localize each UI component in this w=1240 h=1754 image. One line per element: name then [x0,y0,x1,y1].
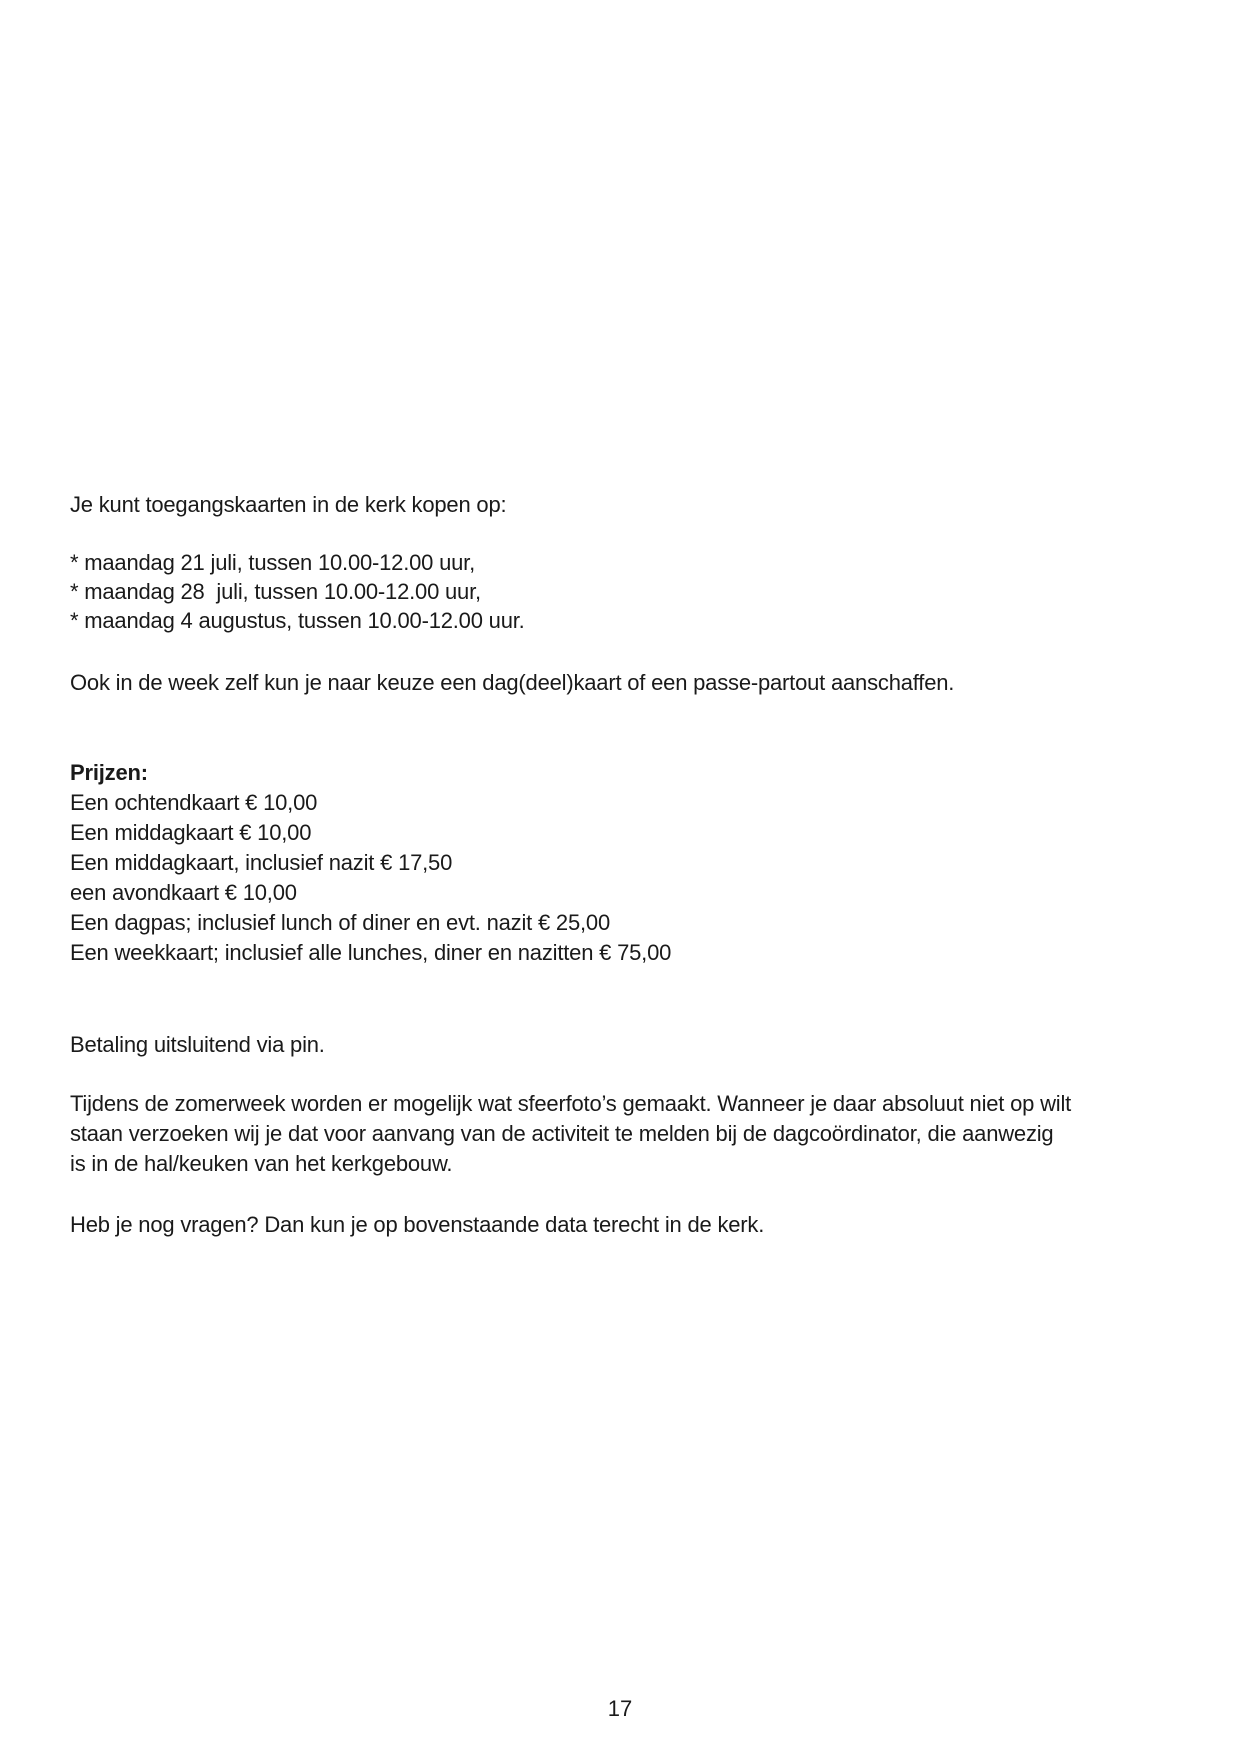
price-item: een avondkaart € 10,00 [70,880,297,905]
questions-note-paragraph [70,1210,1200,1239]
questions-note-text: Heb je nog vragen? Dan kun je op bovenstaande data terecht in de kerk. [70,1212,765,1237]
price-item: Een dagpas; inclusief lunch of diner en evt. nazit € 25,00 [70,910,610,935]
week-note-paragraph [70,668,1200,697]
intro-text: Je kunt toegangskaarten in de kerk kopen op: [70,492,507,517]
week-note-text: Ook in de week zelf kun je naar keuze een dag(deel)kaart of een passe-partout aanschaffen. [70,670,955,695]
page-footer [0,1694,1240,1723]
page-number: 17 [607,1696,633,1721]
price-item: Een ochtendkaart € 10,00 [70,790,318,815]
sale-moments-list [70,548,1200,635]
payment-note-paragraph [70,1030,1200,1059]
payment-note-text: Betaling uitsluitend via pin. [70,1032,325,1057]
sale-moment-item: * maandag 4 augustus, tussen 10.00-12.00 uur. [70,608,525,633]
price-item: Een middagkaart € 10,00 [70,820,312,845]
prices-section [70,758,1200,968]
photo-notice-line: Tijdens de zomerweek worden er mogelijk wat sfeerfoto’s gemaakt. Wanneer je daar absoluut niet op wilt [70,1091,1072,1116]
sale-moment-item: * maandag 28 juli, tussen 10.00-12.00 uur, [70,579,481,604]
price-item: Een middagkaart, inclusief nazit € 17,50 [70,850,453,875]
photo-notice-line: staan verzoeken wij je dat voor aanvang van de activiteit te melden bij de dagcoördinator, die aanwezig [70,1121,1054,1146]
prices-heading: Prijzen: [70,760,148,785]
photo-notice-line: is in de hal/keuken van het kerkgebouw. [70,1151,453,1176]
intro-paragraph [70,490,1200,519]
sale-moment-item: * maandag 21 juli, tussen 10.00-12.00 uur, [70,550,476,575]
photo-notice-paragraph [70,1089,1200,1179]
price-item: Een weekkaart; inclusief alle lunches, diner en nazitten € 75,00 [70,940,672,965]
